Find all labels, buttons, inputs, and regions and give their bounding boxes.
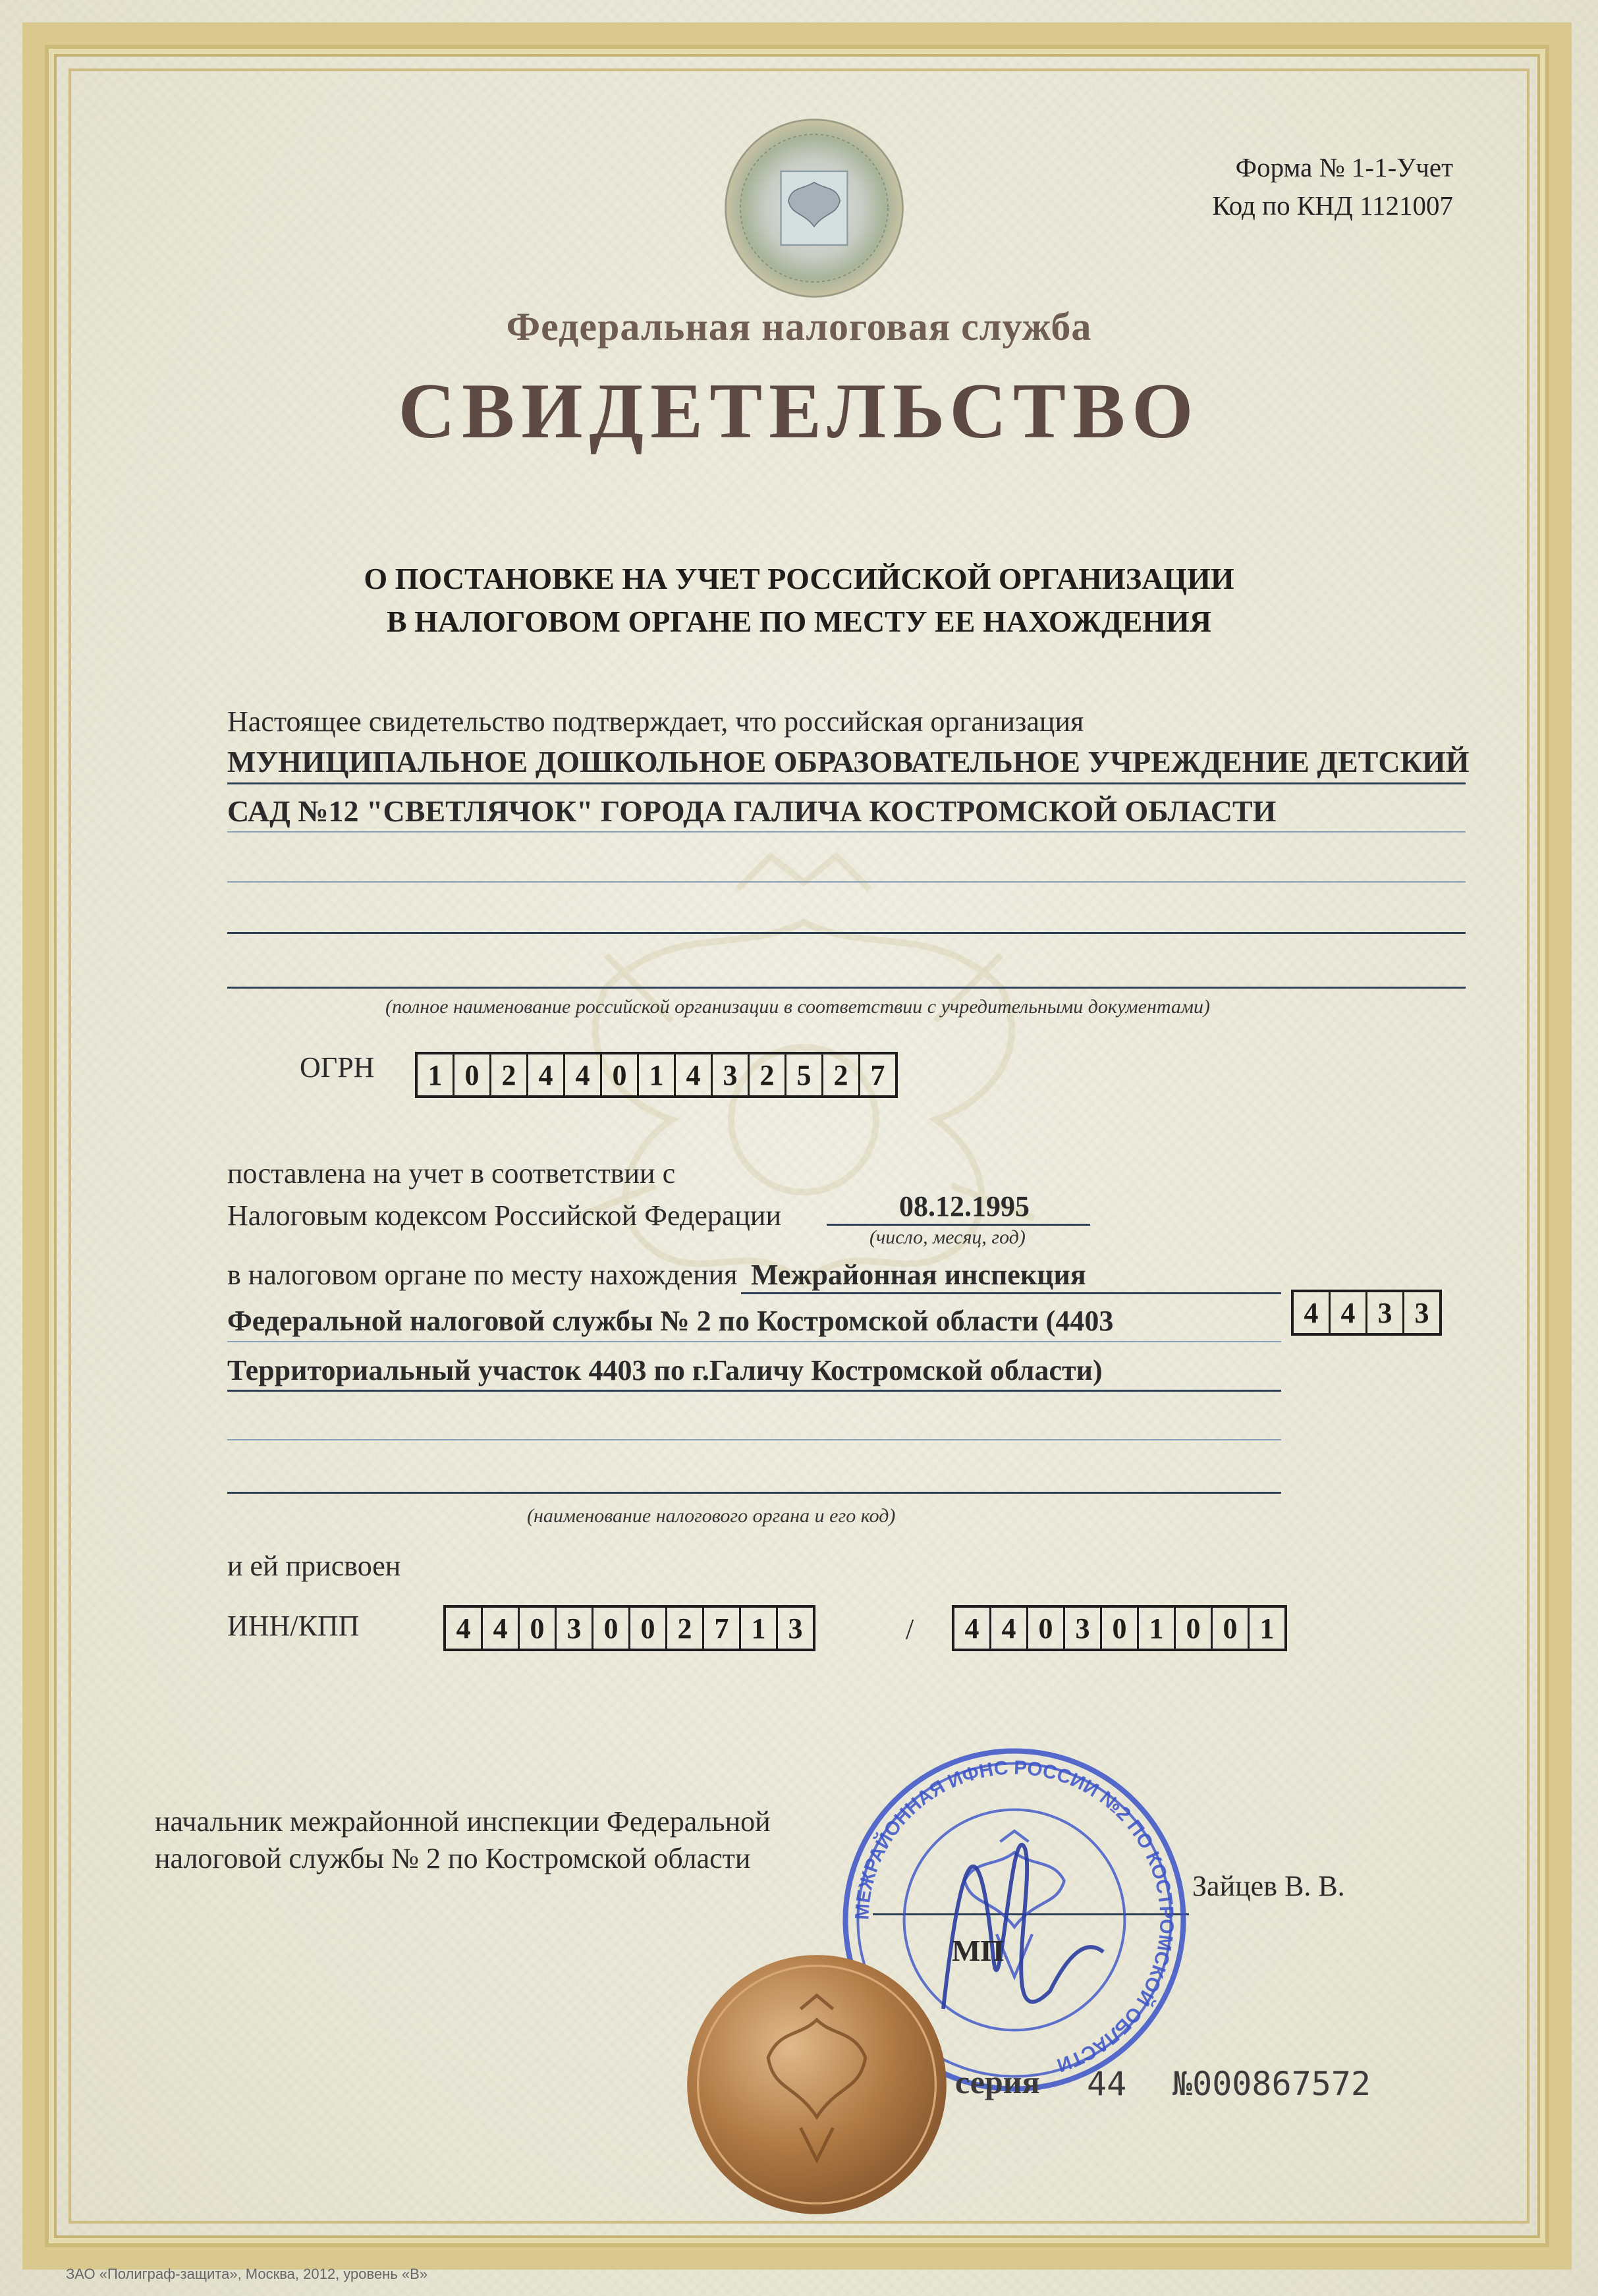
digit-cell: 4 xyxy=(528,1054,565,1095)
subtitle-line-1: О ПОСТАНОВКЕ НА УЧЕТ РОССИЙСКОЙ ОРГАНИЗАЦИИ xyxy=(364,562,1234,595)
digit-cell: 2 xyxy=(667,1608,704,1649)
underline xyxy=(227,1439,1281,1440)
organization-intro: Настоящее свидетельство подтверждает, что российская организация xyxy=(227,705,1084,738)
digit-cell: 0 xyxy=(520,1608,557,1649)
registration-line-1: поставлена на учет в соответствии с xyxy=(227,1157,676,1189)
digit-cell: 4 xyxy=(1294,1292,1331,1333)
digit-cell: 0 xyxy=(1176,1608,1213,1649)
authority-caption: (наименование налогового органа и его код) xyxy=(527,1505,896,1527)
digit-cell: 3 xyxy=(1414,1296,1429,1329)
authority-line-2: Федеральной налоговой службы № 2 по Костромской области (4403 xyxy=(227,1305,1114,1337)
inn-kpp-separator: / xyxy=(906,1613,914,1645)
digit-cell: 1 xyxy=(741,1608,778,1649)
underline xyxy=(227,987,1466,989)
digit-cell: 4 xyxy=(676,1054,713,1095)
authority-code-boxes xyxy=(1291,1290,1442,1336)
underline xyxy=(741,1292,1281,1294)
agency-name: Федеральная налоговая служба xyxy=(506,305,1092,348)
stamp-text: МЕЖРАЙОННАЯ ИФНС РОССИИ №2 ПО КОСТРОМСКОЙ ОБЛАСТИ xyxy=(851,1757,1178,2077)
handwritten-signature-icon xyxy=(943,1845,1103,2009)
digit-cell: 2 xyxy=(750,1054,786,1095)
series-number: №000867572 xyxy=(1172,2065,1371,2103)
assigned-label: и ей присвоен xyxy=(227,1550,401,1582)
digit-cell: 3 xyxy=(713,1054,750,1095)
subtitle-line-2: В НАЛОГОВОМ ОРГАНЕ ПО МЕСТУ ЕЕ НАХОЖДЕНИЯ xyxy=(386,605,1212,638)
series-value: 44 xyxy=(1087,2065,1127,2103)
digit-cell: 1 xyxy=(1259,1612,1275,1645)
digit-cell: 7 xyxy=(870,1058,885,1091)
mp-label: МП xyxy=(952,1934,1005,1967)
ogrn-boxes xyxy=(415,1052,898,1098)
digit-cell: 2 xyxy=(823,1054,860,1095)
digit-cell: 3 xyxy=(557,1608,593,1649)
digit-cell: 4 xyxy=(954,1608,991,1649)
signatory-position xyxy=(155,1803,771,1877)
digit-cell: 0 xyxy=(1102,1608,1139,1649)
form-number-block xyxy=(1212,148,1453,225)
digit-cell: 0 xyxy=(1213,1608,1250,1649)
underline xyxy=(227,1341,1281,1342)
digit-cell: 4 xyxy=(446,1608,483,1649)
digit-cell: 0 xyxy=(455,1054,491,1095)
underline xyxy=(227,1492,1281,1494)
certificate-subtitle xyxy=(0,557,1598,643)
digit-cell: 0 xyxy=(593,1608,630,1649)
digit-cell: 4 xyxy=(483,1608,520,1649)
registration-line-2: Налоговым кодексом Российской Федерации xyxy=(227,1199,782,1232)
position-line-1: начальник межрайонной инспекции Федеральной xyxy=(155,1805,771,1838)
underline xyxy=(227,831,1466,833)
digit-cell: 4 xyxy=(565,1054,602,1095)
date-caption: (число, месяц, год) xyxy=(869,1226,1026,1248)
digit-cell: 1 xyxy=(639,1054,676,1095)
underline xyxy=(227,782,1466,784)
place-label: в налоговом органе по месту нахождения xyxy=(227,1259,738,1291)
digit-cell: 0 xyxy=(630,1608,667,1649)
inn-kpp-label: ИНН/КПП xyxy=(227,1610,360,1642)
digit-cell: 1 xyxy=(418,1054,455,1095)
signatory-name: Зайцев В. В. xyxy=(1192,1870,1345,1902)
form-number: Форма № 1-1-Учет xyxy=(1235,152,1453,182)
authority-line-3: Территориальный участок 4403 по г.Галичу Костромской области) xyxy=(227,1354,1103,1386)
gold-seal-icon xyxy=(682,1950,952,2220)
printer-note: ЗАО «Полиграф-защита», Москва, 2012, уровень «В» xyxy=(66,2266,428,2282)
underline xyxy=(227,932,1466,934)
underline xyxy=(227,1390,1281,1392)
digit-cell: 0 xyxy=(1028,1608,1065,1649)
position-line-2: налоговой службы № 2 по Костромской области xyxy=(155,1842,751,1874)
digit-cell: 7 xyxy=(704,1608,741,1649)
digit-cell: 3 xyxy=(788,1612,803,1645)
digit-cell: 3 xyxy=(1065,1608,1102,1649)
authority-line-1: Межрайонная инспекция xyxy=(751,1259,1086,1291)
organization-name-line-2: САД №12 "СВЕТЛЯЧОК" ГОРОДА ГАЛИЧА КОСТРОМСКОЙ ОБЛАСТИ xyxy=(227,794,1277,828)
inn-boxes xyxy=(443,1605,815,1651)
kpp-boxes xyxy=(952,1605,1287,1651)
digit-cell: 2 xyxy=(491,1054,528,1095)
hologram-emblem-icon xyxy=(722,116,906,300)
underline xyxy=(227,881,1466,883)
knd-code: Код по КНД 1121007 xyxy=(1212,190,1453,221)
organization-name-line-1: МУНИЦИПАЛЬНОЕ ДОШКОЛЬНОЕ ОБРАЗОВАТЕЛЬНОЕ УЧРЕЖДЕНИЕ ДЕТСКИЙ xyxy=(227,745,1470,779)
eagle-emblem-watermark-icon xyxy=(474,790,1133,1449)
certificate-title: СВИДЕТЕЛЬСТВО xyxy=(398,367,1200,454)
digit-cell: 5 xyxy=(786,1054,823,1095)
digit-cell: 4 xyxy=(1331,1292,1367,1333)
ogrn-label: ОГРН xyxy=(300,1051,375,1083)
digit-cell: 3 xyxy=(1367,1292,1404,1333)
digit-cell: 4 xyxy=(991,1608,1028,1649)
digit-cell: 1 xyxy=(1139,1608,1176,1649)
organization-caption: (полное наименование российской организации в соответствии с учредительными документами) xyxy=(385,996,1211,1018)
digit-cell: 0 xyxy=(602,1054,639,1095)
registration-date: 08.12.1995 xyxy=(899,1190,1030,1222)
series-label: серия xyxy=(955,2064,1040,2100)
date-underline xyxy=(827,1224,1090,1226)
